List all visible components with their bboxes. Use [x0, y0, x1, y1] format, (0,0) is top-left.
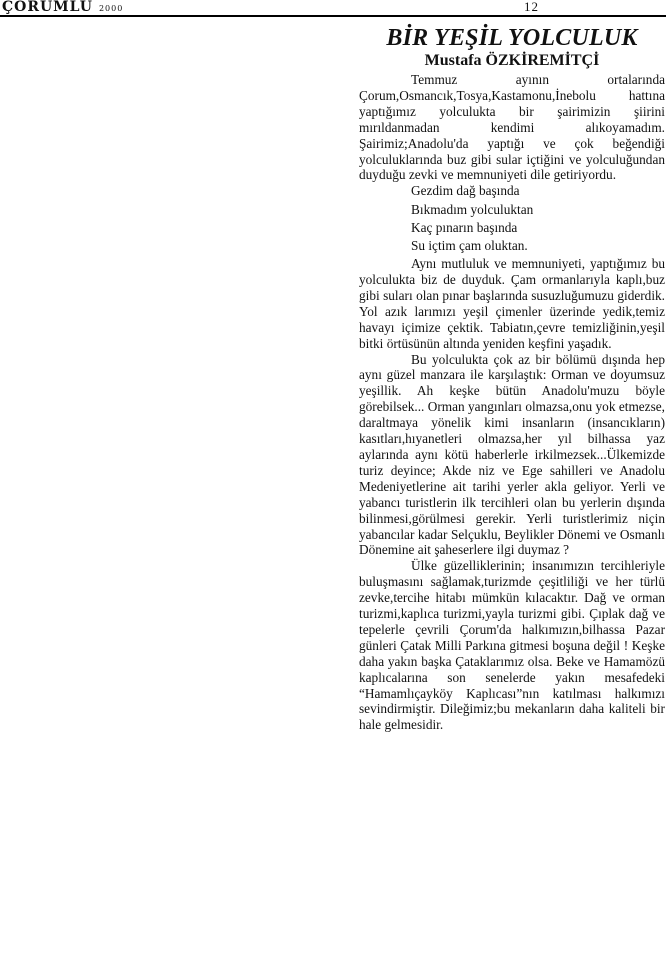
article-paragraph-1: Temmuz ayının ortalarında Çorum,Osmancık,Tosya,Kastamonu,İnebolu hattına yaptığımız yolculukta bir şairimizin şiirini mırıldanmadan kendimi alıkoyamadım. Şairimiz;Anadolu'da yaptığı ve çok beğendiği yolculuklarında buz gibi sular içtiğini ve yolculuğundan duyduğu zevki ve memnuniyeti dile getiriyordu.: [359, 72, 665, 183]
poem-line-3: Kaç pınarın başında: [411, 219, 518, 235]
header-rule: [0, 15, 666, 17]
page-number: 12: [524, 0, 539, 14]
article-paragraph-4: Ülke güzelliklerinin; insanımızın tercihleriyle buluşmasını sağlamak,turizmde çeşitliliği ve her türlü zevke,tercihe hitabı mümkün kılacaktır. Dağ ve orman turizmi,kaplıca turizmi,yayla turizmi gibi. Çıplak dağ ve tepelerle çevrili Çorum'da halkımızın,bilhassa Pazar günleri Çatak Milli Parkına gitmesi boşuna değil ! Keşke daha yakın başka Çataklarımız olsa. Beke ve Hamamözü kaplıcalarına son senelerde yakın mesafedeki “Hamamlıçayköy Kaplıcası”nın katılması halkımızı sevindirmiştir. Dileğimiz;bu mekanların daha kaliteli bir hale gelmesidir.: [359, 558, 665, 733]
poem-stanza: [359, 183, 665, 256]
masthead: [2, 0, 123, 15]
article-title: BİR YEŞİL YOLCULUK: [386, 25, 638, 51]
poem-line-1: Gezdim dağ başında: [411, 183, 520, 199]
poem-line-4: Su içtim çam oluktan.: [411, 237, 528, 253]
article-paragraph-3: Bu yolculukta çok az bir bölümü dışında hep aynı güzel manzara ile karşılaştık: Orman ve doyumsuz yeşillik. Ah keşke bütün Anadolu'muzu böyle görebilsek... Orman yangınları olmazsa,onu yok etmezse, daraltmaya yönelik kimi insanların (insancıkların) kasıtları,hıyanetleri olmazsa,her yıl bilhassa yaz aylarında aynı kötü haberlerle irkilmezsek...Ülkemizde turiz deyince; Akde niz ve Ege sahilleri ve Anadolu Medeniyetlerine ait tarihi yerler akla geliyor. Yerli ve yabancı turistlerin ilk tercihleri olan bu yerlerin dışında bilinmesi,görülmesi gerekir. Yerli turistlerimiz niçin yabancılar kadar Selçuklu, Beylikler Dönemi ve Osmanlı Dönemine ait şaheserlere ilgi duymaz ?: [359, 351, 665, 558]
masthead-title: ÇORUMLU: [2, 0, 93, 15]
page-header: [0, 0, 666, 16]
poem-line-2: Bıkmadım yolculuktan: [411, 201, 534, 217]
article: [359, 24, 665, 733]
article-paragraph-2: Aynı mutluluk ve memnuniyeti, yaptığımız bu yolculukta biz de duyduk. Çam ormanlarıyla kaplı,buz gibi suları olan pınar başlarında susuzluğumuzu giderdik. Yol azık larımızı yeşil çimenler üzerinde yedik,temiz havayı içimize çektik. Tabiatın,çevre temizliğinin,yeşil bitki örtüsünün altında yeniden keşfini yaşadık.: [359, 256, 665, 351]
masthead-year: 2000: [98, 4, 124, 13]
article-author: Mustafa ÖZKİREMİTÇİ: [424, 52, 600, 69]
